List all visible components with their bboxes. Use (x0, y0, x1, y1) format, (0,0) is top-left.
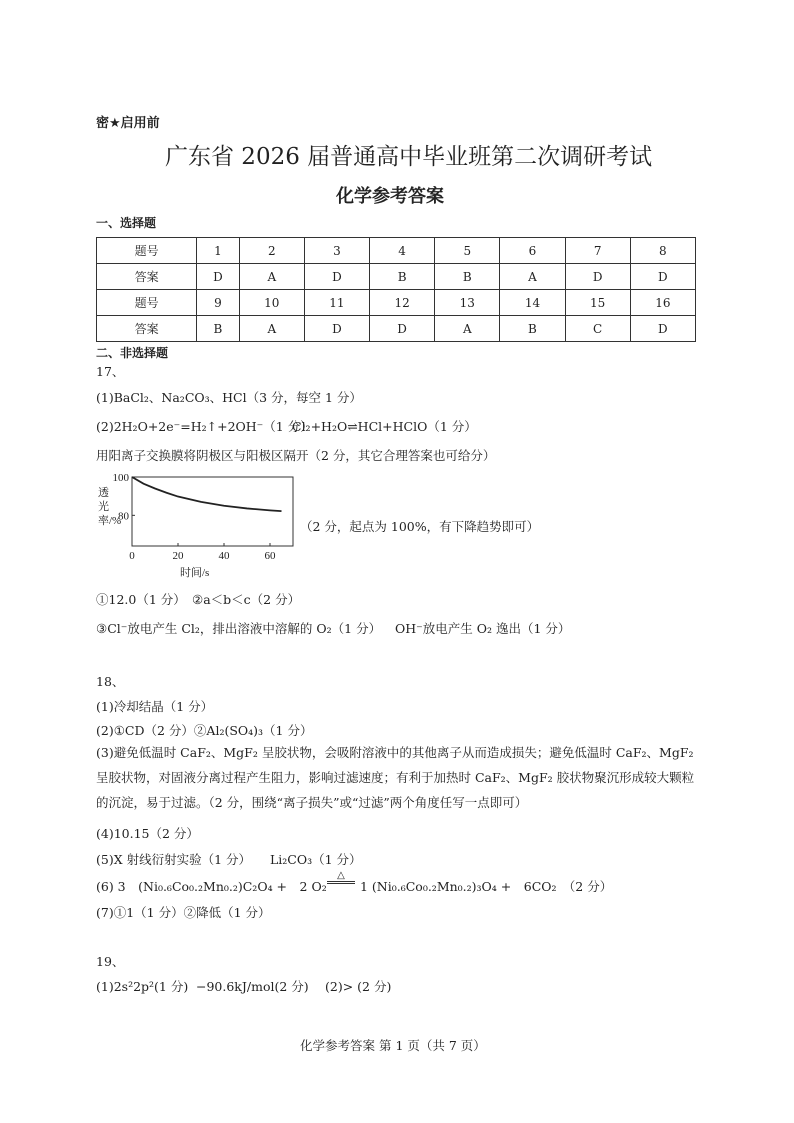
table-cell: 3 (304, 238, 369, 264)
table-cell: 15 (565, 290, 630, 316)
table-cell: 7 (565, 238, 630, 264)
q18-line1: (1)冷却结晶（1 分） (96, 699, 214, 714)
q18-line4: (4)10.15（2 分） (96, 826, 199, 841)
q17-line3: 用阳离子交换膜将阴极区与阳极区隔开（2 分，其它合理答案也可给分） (96, 448, 496, 463)
table-cell: D (197, 264, 240, 290)
row-header-cell: 题号 (97, 290, 197, 316)
table-cell: 12 (370, 290, 435, 316)
q18-line5a: (5)X 射线衍射实验（1 分） (96, 852, 252, 867)
q19-line1a: (1)2s²2p²(1 分) (96, 979, 189, 994)
table-cell: A (435, 316, 500, 342)
table-cell: B (435, 264, 500, 290)
table-cell: B (500, 316, 565, 342)
table-row (97, 264, 696, 290)
q18-line7: (7)①1（1 分）②降低（1 分） (96, 905, 271, 920)
row-header-cell: 答案 (97, 264, 197, 290)
y-tick-label: 100 (112, 472, 129, 484)
chart-note: （2 分，起点为 100%，有下降趋势即可） (300, 519, 540, 534)
table-cell: 10 (239, 290, 304, 316)
q18-number: 18、 (96, 674, 125, 689)
row-header-cell: 题号 (97, 238, 197, 264)
table-cell: D (630, 264, 695, 290)
choice-answer-table (96, 237, 696, 342)
q18-line2: (2)①CD（2 分）②Al₂(SO₄)₃（1 分） (96, 723, 313, 738)
y-axis-label: 透光率/% (98, 487, 122, 527)
table-row (97, 290, 696, 316)
table-cell: A (239, 316, 304, 342)
table-cell: 6 (500, 238, 565, 264)
q17-line4b: ②a＜b＜c（2 分） (192, 592, 301, 607)
table-cell: D (565, 264, 630, 290)
table-cell: 5 (435, 238, 500, 264)
row-header-cell: 答案 (97, 316, 197, 342)
page-footer: 化学参考答案 第 1 页（共 7 页） (300, 1038, 486, 1053)
transmittance-chart (96, 468, 296, 583)
table-cell: D (304, 316, 369, 342)
q18-line5b: Li₂CO₃（1 分） (270, 852, 362, 867)
q19-number: 19、 (96, 954, 125, 969)
table-cell: B (370, 264, 435, 290)
table-row (97, 238, 696, 264)
section-nonchoice: 二、非选择题 (96, 346, 169, 360)
q19-line1c: (2)> (2 分) (325, 979, 392, 994)
confidential-mark: 密★启用前 (96, 116, 160, 131)
table-cell: D (630, 316, 695, 342)
q18-line3: (3)避免低温时 CaF₂、MgF₂ 呈胶状物，会吸附溶液中的其他离子从而造成损失；避免低温时 CaF₂、MgF₂ 呈胶状物，对固液分离过程产生阻力，影响过滤速度；有利于加热时 CaF₂、MgF₂ 胶状物聚沉形成较大颗粒的沉淀，易于过滤。（2 分，围绕“离子损失”或“过滤”两个角度任写一点即可） (96, 745, 695, 810)
x-tick-label: 0 (129, 550, 135, 562)
table-cell: 8 (630, 238, 695, 264)
answer-title: 化学参考答案 (336, 186, 444, 207)
x-tick-label: 20 (172, 550, 184, 562)
q17-line2a: (2)2H₂O+2e⁻=H₂↑+2OH⁻（1 分） (96, 419, 313, 434)
table-cell: A (239, 264, 304, 290)
section-choice: 一、选择题 (96, 216, 157, 230)
table-cell: 16 (630, 290, 695, 316)
q18-line6a: (6) 3 (Ni₀.₆Co₀.₂Mn₀.₂)C₂O₄ + 2 O₂ (96, 879, 327, 894)
table-cell: 4 (370, 238, 435, 264)
q17-line4a: ①12.0（1 分） (96, 592, 186, 607)
transmittance-curve (132, 477, 282, 511)
heat-condition-arrow: △ (327, 870, 355, 884)
table-cell: B (197, 316, 240, 342)
q17-line5a: ③Cl⁻放电产生 Cl₂，排出溶液中溶解的 O₂（1 分） (96, 621, 382, 636)
table-cell: D (370, 316, 435, 342)
q17-number: 17、 (96, 364, 125, 379)
table-cell: 11 (304, 290, 369, 316)
y-tick-label: 80 (118, 510, 129, 523)
q18-line6b: 1 (Ni₀.₆Co₀.₂Mn₀.₂)₃O₄ + 6CO₂ （2 分） (360, 879, 613, 894)
x-tick-label: 40 (218, 550, 230, 562)
q17-line1: (1)BaCl₂、Na₂CO₃、HCl（3 分，每空 1 分） (96, 390, 362, 405)
q17-line5b: OH⁻放电产生 O₂ 逸出（1 分） (395, 621, 571, 636)
table-cell: 13 (435, 290, 500, 316)
x-axis-label: 时间/s (180, 567, 210, 579)
table-cell: 14 (500, 290, 565, 316)
table-cell: A (500, 264, 565, 290)
q19-line1b: −90.6kJ/mol(2 分) (196, 979, 309, 994)
exam-title: 广东省 2026 届普通高中毕业班第二次调研考试 (165, 144, 653, 170)
x-tick-label: 60 (264, 550, 276, 562)
q17-line2b: Cl₂+H₂O⇌HCl+HClO（1 分） (292, 419, 477, 434)
table-cell: 1 (197, 238, 240, 264)
table-cell: C (565, 316, 630, 342)
table-cell: 9 (197, 290, 240, 316)
plot-frame (132, 477, 293, 546)
table-cell: 2 (239, 238, 304, 264)
table-row (97, 316, 696, 342)
table-cell: D (304, 264, 369, 290)
